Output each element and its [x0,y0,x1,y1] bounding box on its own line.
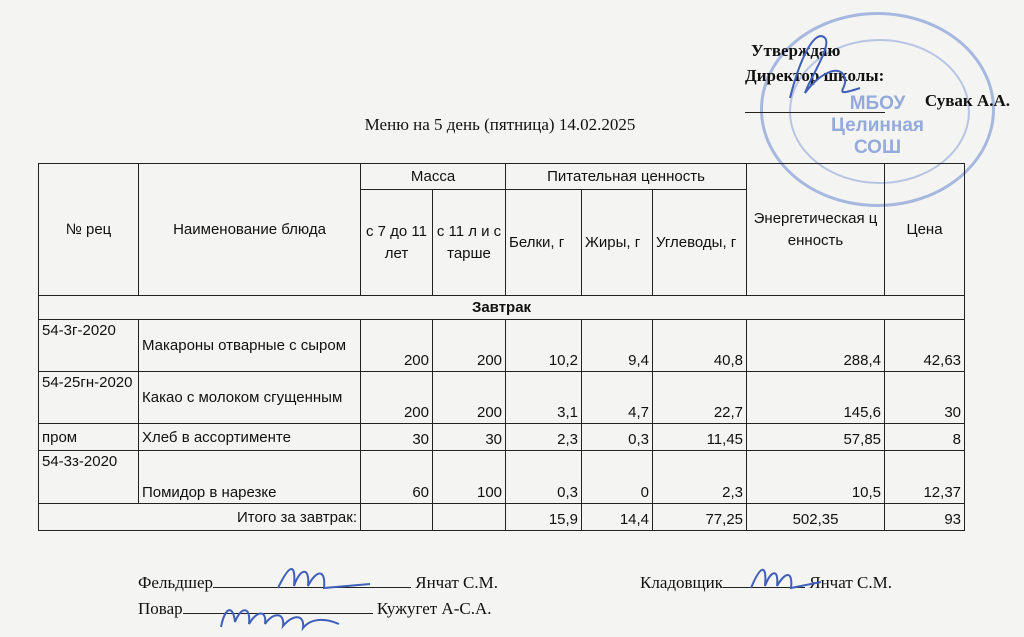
header-mass: Масса [361,164,506,190]
cell-code: 54-25гн-2020 [39,372,139,424]
cell-mass2: 200 [433,320,506,372]
header-dish: Наименование блюда [139,164,361,296]
cell-total-protein: 15,9 [506,504,582,531]
store-label: Кладовщик [640,573,723,592]
medic-label: Фельдшер [138,573,213,592]
header-carbs [653,190,747,296]
cook-signature-line [183,597,373,614]
header-mass-11-plus-text: с 11 л и старше [436,222,502,262]
approval-block [745,38,1010,113]
cell-fat: 4,7 [582,372,653,424]
header-protein [506,190,582,296]
header-mass-7-11-text: с 7 до 11 лет [365,222,427,262]
cell-dish: Помидор в нарезке [139,451,361,504]
table-row [39,372,965,424]
header-energy [747,164,885,296]
cell-energy: 57,85 [747,424,885,451]
total-row [39,504,965,531]
cell-mass2: 30 [433,424,506,451]
cell-carbs: 40,8 [653,320,747,372]
cook-label: Повар [138,599,183,618]
cell-mass2: 100 [433,451,506,504]
header-fat-text: Жиры, г [585,233,641,251]
cell-total-mass2 [433,504,506,531]
cell-protein: 2,3 [506,424,582,451]
cell-carbs: 22,7 [653,372,747,424]
medic-signature-line [213,571,411,588]
cell-mass2: 200 [433,372,506,424]
header-price: Цена [885,164,965,296]
cell-energy: 145,6 [747,372,885,424]
cell-dish: Хлеб в ассортименте [139,424,361,451]
cell-protein: 10,2 [506,320,582,372]
header-mass-7-11 [361,190,433,296]
footer-cook [138,597,491,619]
approval-line3 [745,88,1010,113]
footer-store [640,571,892,593]
cell-protein: 3,1 [506,372,582,424]
stamp-text-line1: МБОУ [849,93,906,114]
cook-name: Кужугет А-С.А. [376,599,492,618]
table-row [39,424,965,451]
store-name: Янчат С.М. [809,573,892,592]
cell-fat: 0 [582,451,653,504]
approval-line1: Утверждаю [751,41,841,60]
header-nutrition: Питательная ценность [506,164,747,190]
total-label: Итого за завтрак: [39,504,361,531]
store-signature-line [723,571,805,588]
cell-energy: 288,4 [747,320,885,372]
cell-mass1: 60 [361,451,433,504]
cell-total-fat: 14,4 [582,504,653,531]
cell-protein: 0,3 [506,451,582,504]
section-breakfast: Завтрак [39,296,965,320]
cell-price: 42,63 [885,320,965,372]
footer-medic [138,571,498,593]
stamp-text-line3: СОШ [853,137,902,158]
stamp-text-line2: Целинная [830,115,925,136]
cell-energy: 10,5 [747,451,885,504]
header-protein-text: Белки, г [509,233,565,251]
cell-dish: Макароны отварные с сыром [139,320,361,372]
medic-name: Янчат С.М. [415,573,498,592]
cell-code: пром [39,424,139,451]
cell-total-carbs: 77,25 [653,504,747,531]
cell-total-price: 93 [885,504,965,531]
cell-mass1: 200 [361,320,433,372]
cell-price: 30 [885,372,965,424]
cell-price: 12,37 [885,451,965,504]
header-code: № рец [39,164,139,296]
director-signature-line [745,94,885,113]
approval-line2: Директор школы: [745,66,885,85]
table-row [39,451,965,504]
cell-fat: 0,3 [582,424,653,451]
header-carbs-text: Углеводы, г [656,233,737,251]
cell-mass1: 200 [361,372,433,424]
header-fat [582,190,653,296]
table-row [39,320,965,372]
cell-mass1: 30 [361,424,433,451]
cell-carbs: 2,3 [653,451,747,504]
cell-code: 54-3з-2020 [39,451,139,504]
cell-dish: Какао с молоком сгущенным [139,372,361,424]
cell-carbs: 11,45 [653,424,747,451]
cell-code: 54-3г-2020 [39,320,139,372]
cell-price: 8 [885,424,965,451]
menu-table [38,163,965,531]
page-title: Меню на 5 день (пятница) 14.02.2025 [364,115,636,134]
cell-total-mass1 [361,504,433,531]
header-mass-11-plus [433,190,506,296]
header-energy-text: Энергетическая ценность [753,209,878,249]
director-name: Сувак А.А. [924,91,1010,110]
cell-fat: 9,4 [582,320,653,372]
cell-total-energy: 502,35 [747,504,885,531]
